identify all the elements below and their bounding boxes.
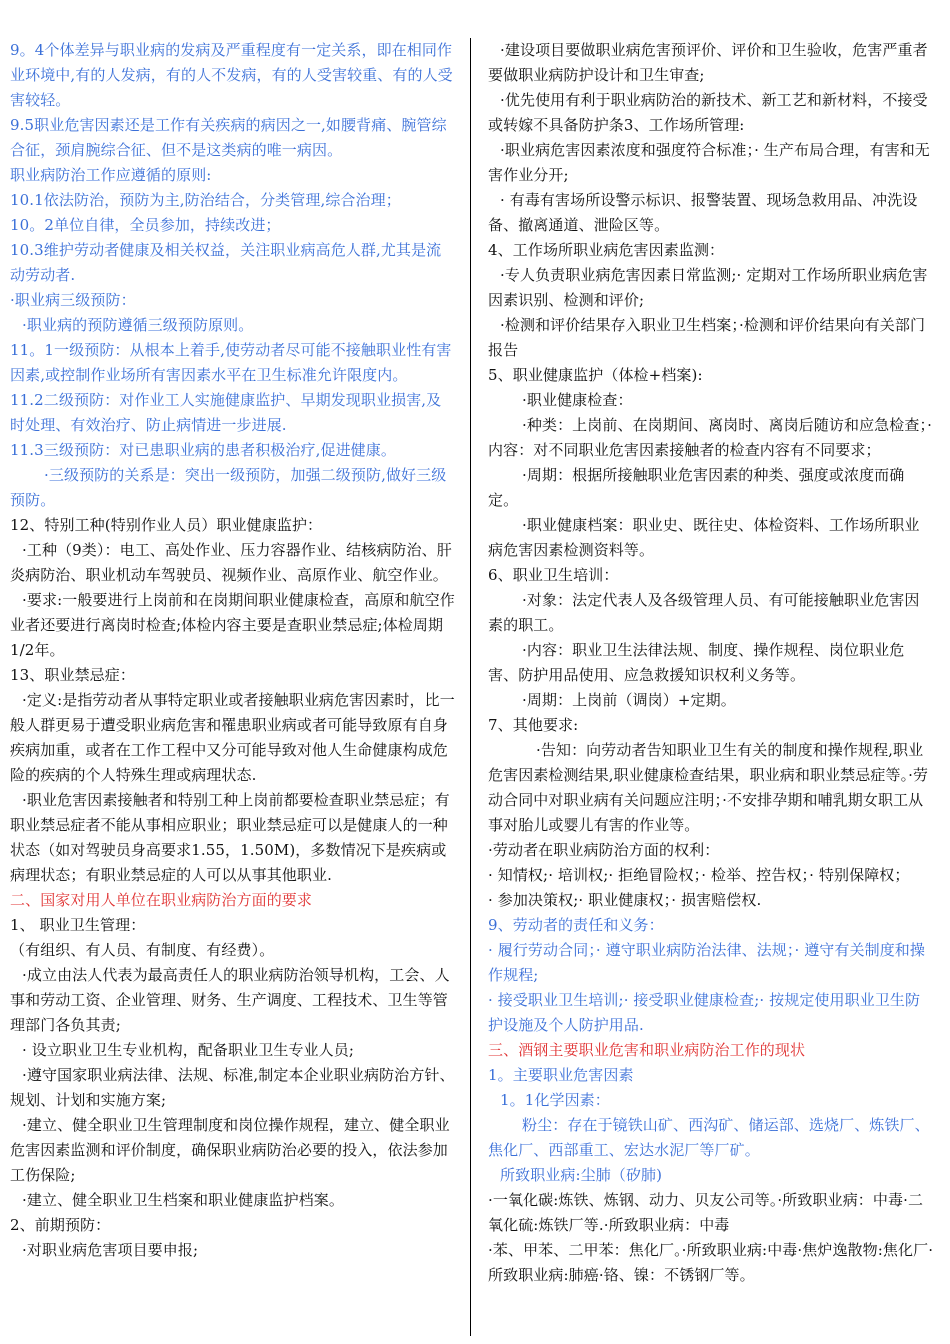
paragraph: 粉尘：存在于镜铁山矿、西沟矿、储运部、选烧厂、炼铁厂、焦化厂、西部重工、宏达水泥厂等厂矿。 bbox=[488, 1116, 930, 1159]
paragraph: ·成立由法人代表为最高责任人的职业病防治领导机构，工会、人事和劳动工资、企业管理、财务、生产调度、工程技术、卫生等管理部门各负其责; bbox=[10, 966, 450, 1034]
paragraph: 9。4个体差异与职业病的发病及严重程度有一定关系，即在相同作业环境中,有的人发病，有的人不发病，有的人受害较重、有的人受害较轻。 bbox=[10, 41, 453, 109]
paragraph: 11。1一级预防：从根本上着手,使劳动者尽可能不接触职业性有害因素,或控制作业场所有害因素水平在卫生标准允许限度内。 bbox=[10, 341, 452, 384]
left-column bbox=[10, 38, 456, 1263]
paragraph: ·职业健康检查： bbox=[522, 391, 633, 409]
paragraph: ·周期：根据所接触职业危害因素的种类、强度或浓度而确定。 bbox=[488, 466, 905, 509]
paragraph: 11.3三级预防：对已患职业病的患者积极治疗,促进健康。 bbox=[10, 441, 396, 459]
paragraph: · 接受职业卫生培训;· 接受职业健康检查;· 按规定使用职业卫生防护设施及个人防护用品. bbox=[488, 991, 921, 1034]
paragraph: ·优先使用有利于职业病防治的新技术、新工艺和新材料，不接受或转嫁不具备防护条3、工作场所管理: bbox=[488, 91, 928, 134]
paragraph: · 知情权;· 培训权;· 拒绝冒险权；· 检举、控告权；· 特别保障权； bbox=[488, 866, 910, 884]
paragraph: 9.5职业危害因素还是工作有关疾病的病因之一,如腰背痛、腕管综合征，颈肩腕综合征、但不是这类病的唯一病因。 bbox=[10, 116, 447, 159]
paragraph: ·工种（9类）：电工、高处作业、压力容器作业、结核病防治、肝炎病防治、职业机动车驾驶员、视频作业、高原作业、航空作业。 bbox=[10, 541, 452, 584]
paragraph: 10。2单位自律，全员参加，持续改进； bbox=[10, 216, 281, 234]
paragraph: · 参加决策权;· 职业健康权；· 损害赔偿权. bbox=[488, 891, 762, 909]
paragraph: ·建设项目要做职业病危害预评价、评价和卫生验收，危害严重者要做职业病防护设计和卫生审查; bbox=[488, 41, 928, 84]
paragraph: · 有毒有害场所设警示标识、报警装置、现场急救用品、冲洗设备、撤离通道、泄险区等。 bbox=[488, 191, 918, 234]
paragraph: ·职业病危害因素浓度和强度符合标准；· 生产布局合理，有害和无害作业分开; bbox=[488, 141, 930, 184]
paragraph: ·职业危害因素接触者和特别工种上岗前都要检查职业禁忌症；有职业禁忌症者不能从事相应职业；职业禁忌症可以是健康人的一种状态（如对驾驶员身高要求1.55，1.50M)，多数情况下是疾病或病理状态；有职业禁忌症的人可以从事其他职业. bbox=[10, 791, 450, 884]
paragraph: · 履行劳动合同；· 遵守职业病防治法律、法规；· 遵守有关制度和操作规程; bbox=[488, 941, 926, 984]
right-column bbox=[488, 38, 934, 1288]
paragraph: ·职业病的预防遵循三级预防原则。 bbox=[22, 316, 254, 334]
paragraph: · 设立职业卫生专业机构，配备职业卫生专业人员; bbox=[22, 1041, 354, 1059]
paragraph: ·种类：上岗前、在岗期间、离岗时、离岗后随访和应急检查；·内容：对不同职业危害因素接触者的检查内容有不同要求； bbox=[488, 416, 932, 459]
paragraph: 二、国家对用人单位在职业病防治方面的要求 bbox=[10, 891, 313, 909]
paragraph: 10.3维护劳动者健康及相关权益，关注职业病高危人群,尤其是流动劳动者. bbox=[10, 241, 442, 284]
paragraph: ·职业病三级预防： bbox=[10, 291, 136, 309]
paragraph: 2、前期预防： bbox=[10, 1216, 111, 1234]
paragraph: 6、职业卫生培训： bbox=[488, 566, 619, 584]
paragraph: 三、酒钢主要职业危害和职业病防治工作的现状 bbox=[488, 1041, 806, 1059]
paragraph: 4、工作场所职业病危害因素监测： bbox=[488, 241, 725, 259]
paragraph: ·内容：职业卫生法律法规、制度、操作规程、岗位职业危害、防护用品使用、应急救援知识权利义务等。 bbox=[488, 641, 905, 684]
paragraph: 7、其他要求: bbox=[488, 716, 579, 734]
paragraph: ·检测和评价结果存入职业卫生档案；·检测和评价结果向有关部门报告 bbox=[488, 316, 926, 359]
paragraph: ·遵守国家职业病法律、法规、标准,制定本企业职业病防治方针、规划、计划和实施方案; bbox=[10, 1066, 455, 1109]
paragraph: 12、特别工种(特别作业人员）职业健康监护： bbox=[10, 516, 323, 534]
paragraph: ·对职业病危害项目要申报; bbox=[22, 1241, 199, 1259]
paragraph: ·三级预防的关系是：突出一级预防，加强二级预防,做好三级预防。 bbox=[10, 466, 447, 509]
paragraph: 1、 职业卫生管理： bbox=[10, 916, 146, 934]
paragraph: ·对象：法定代表人及各级管理人员、有可能接触职业危害因素的职工。 bbox=[488, 591, 920, 634]
paragraph: ·一氧化碳:炼铁、炼钢、动力、贝友公司等。·所致职业病：中毒·二氧化硫:炼铁厂等.·所致职业病：中毒 bbox=[488, 1191, 924, 1234]
paragraph: （有组织、有人员、有制度、有经费）。 bbox=[10, 941, 275, 959]
paragraph: 11.2二级预防：对作业工人实施健康监护、早期发现职业损害,及时处理、有效治疗、防止病情进一步进展. bbox=[10, 391, 442, 434]
paragraph: ·苯、甲苯、二甲苯：焦化厂。·所致职业病:中毒·焦炉逸散物:焦化厂·所致职业病:肺癌·铬、镍：不锈钢厂等。 bbox=[488, 1241, 934, 1284]
paragraph: ·要求:一般要进行上岗前和在岗期间职业健康检查，高原和航空作业者还要进行离岗时检查;体检内容主要是查职业禁忌症;体检周期1/2年。 bbox=[10, 591, 455, 659]
paragraph: 1。主要职业危害因素 bbox=[488, 1066, 634, 1084]
paragraph: 13、职业禁忌症： bbox=[10, 666, 135, 684]
paragraph: 1。1化学因素： bbox=[500, 1091, 610, 1109]
paragraph: 职业病防治工作应遵循的原则: bbox=[10, 166, 212, 184]
paragraph: 9、劳动者的责任和义务： bbox=[488, 916, 664, 934]
paragraph: ·建立、健全职业卫生档案和职业健康监护档案。 bbox=[22, 1191, 344, 1209]
paragraph: 5、职业健康监护（体检+档案): bbox=[488, 366, 703, 384]
paragraph: 10.1依法防治，预防为主,防治结合，分类管理,综合治理； bbox=[10, 191, 401, 209]
paragraph: ·专人负责职业病危害因素日常监测;· 定期对工作场所职业病危害因素识别、检测和评价; bbox=[488, 266, 928, 309]
paragraph: ·职业健康档案：职业史、既往史、体检资料、工作场所职业病危害因素检测资料等。 bbox=[488, 516, 920, 559]
column-divider bbox=[470, 38, 471, 1336]
paragraph: ·劳动者在职业病防治方面的权利： bbox=[488, 841, 720, 859]
paragraph: ·定义:是指劳动者从事特定职业或者接触职业病危害因素时，比一般人群更易于遭受职业病危害和罹患职业病或者可能导致原有自身疾病加重，或者在工作工程中又分可能导致对他人生命健康构成危险的疾病的个人特殊生理或病理状态. bbox=[10, 691, 455, 784]
paragraph: 所致职业病:尘肺（矽肺) bbox=[500, 1166, 663, 1184]
paragraph: ·告知：向劳动者告知职业卫生有关的制度和操作规程,职业危害因素检测结果,职业健康检查结果，职业病和职业禁忌症等。·劳动合同中对职业病有关问题应注明；·不安排孕期和哺乳期女职工从事对胎儿或婴儿有害的作业等。 bbox=[488, 741, 929, 834]
paragraph: ·周期：上岗前（调岗）+定期。 bbox=[522, 691, 736, 709]
paragraph: ·建立、健全职业卫生管理制度和岗位操作规程，建立、健全职业危害因素监测和评价制度，确保职业病防治必要的投入，依法参加工伤保险; bbox=[10, 1116, 450, 1184]
